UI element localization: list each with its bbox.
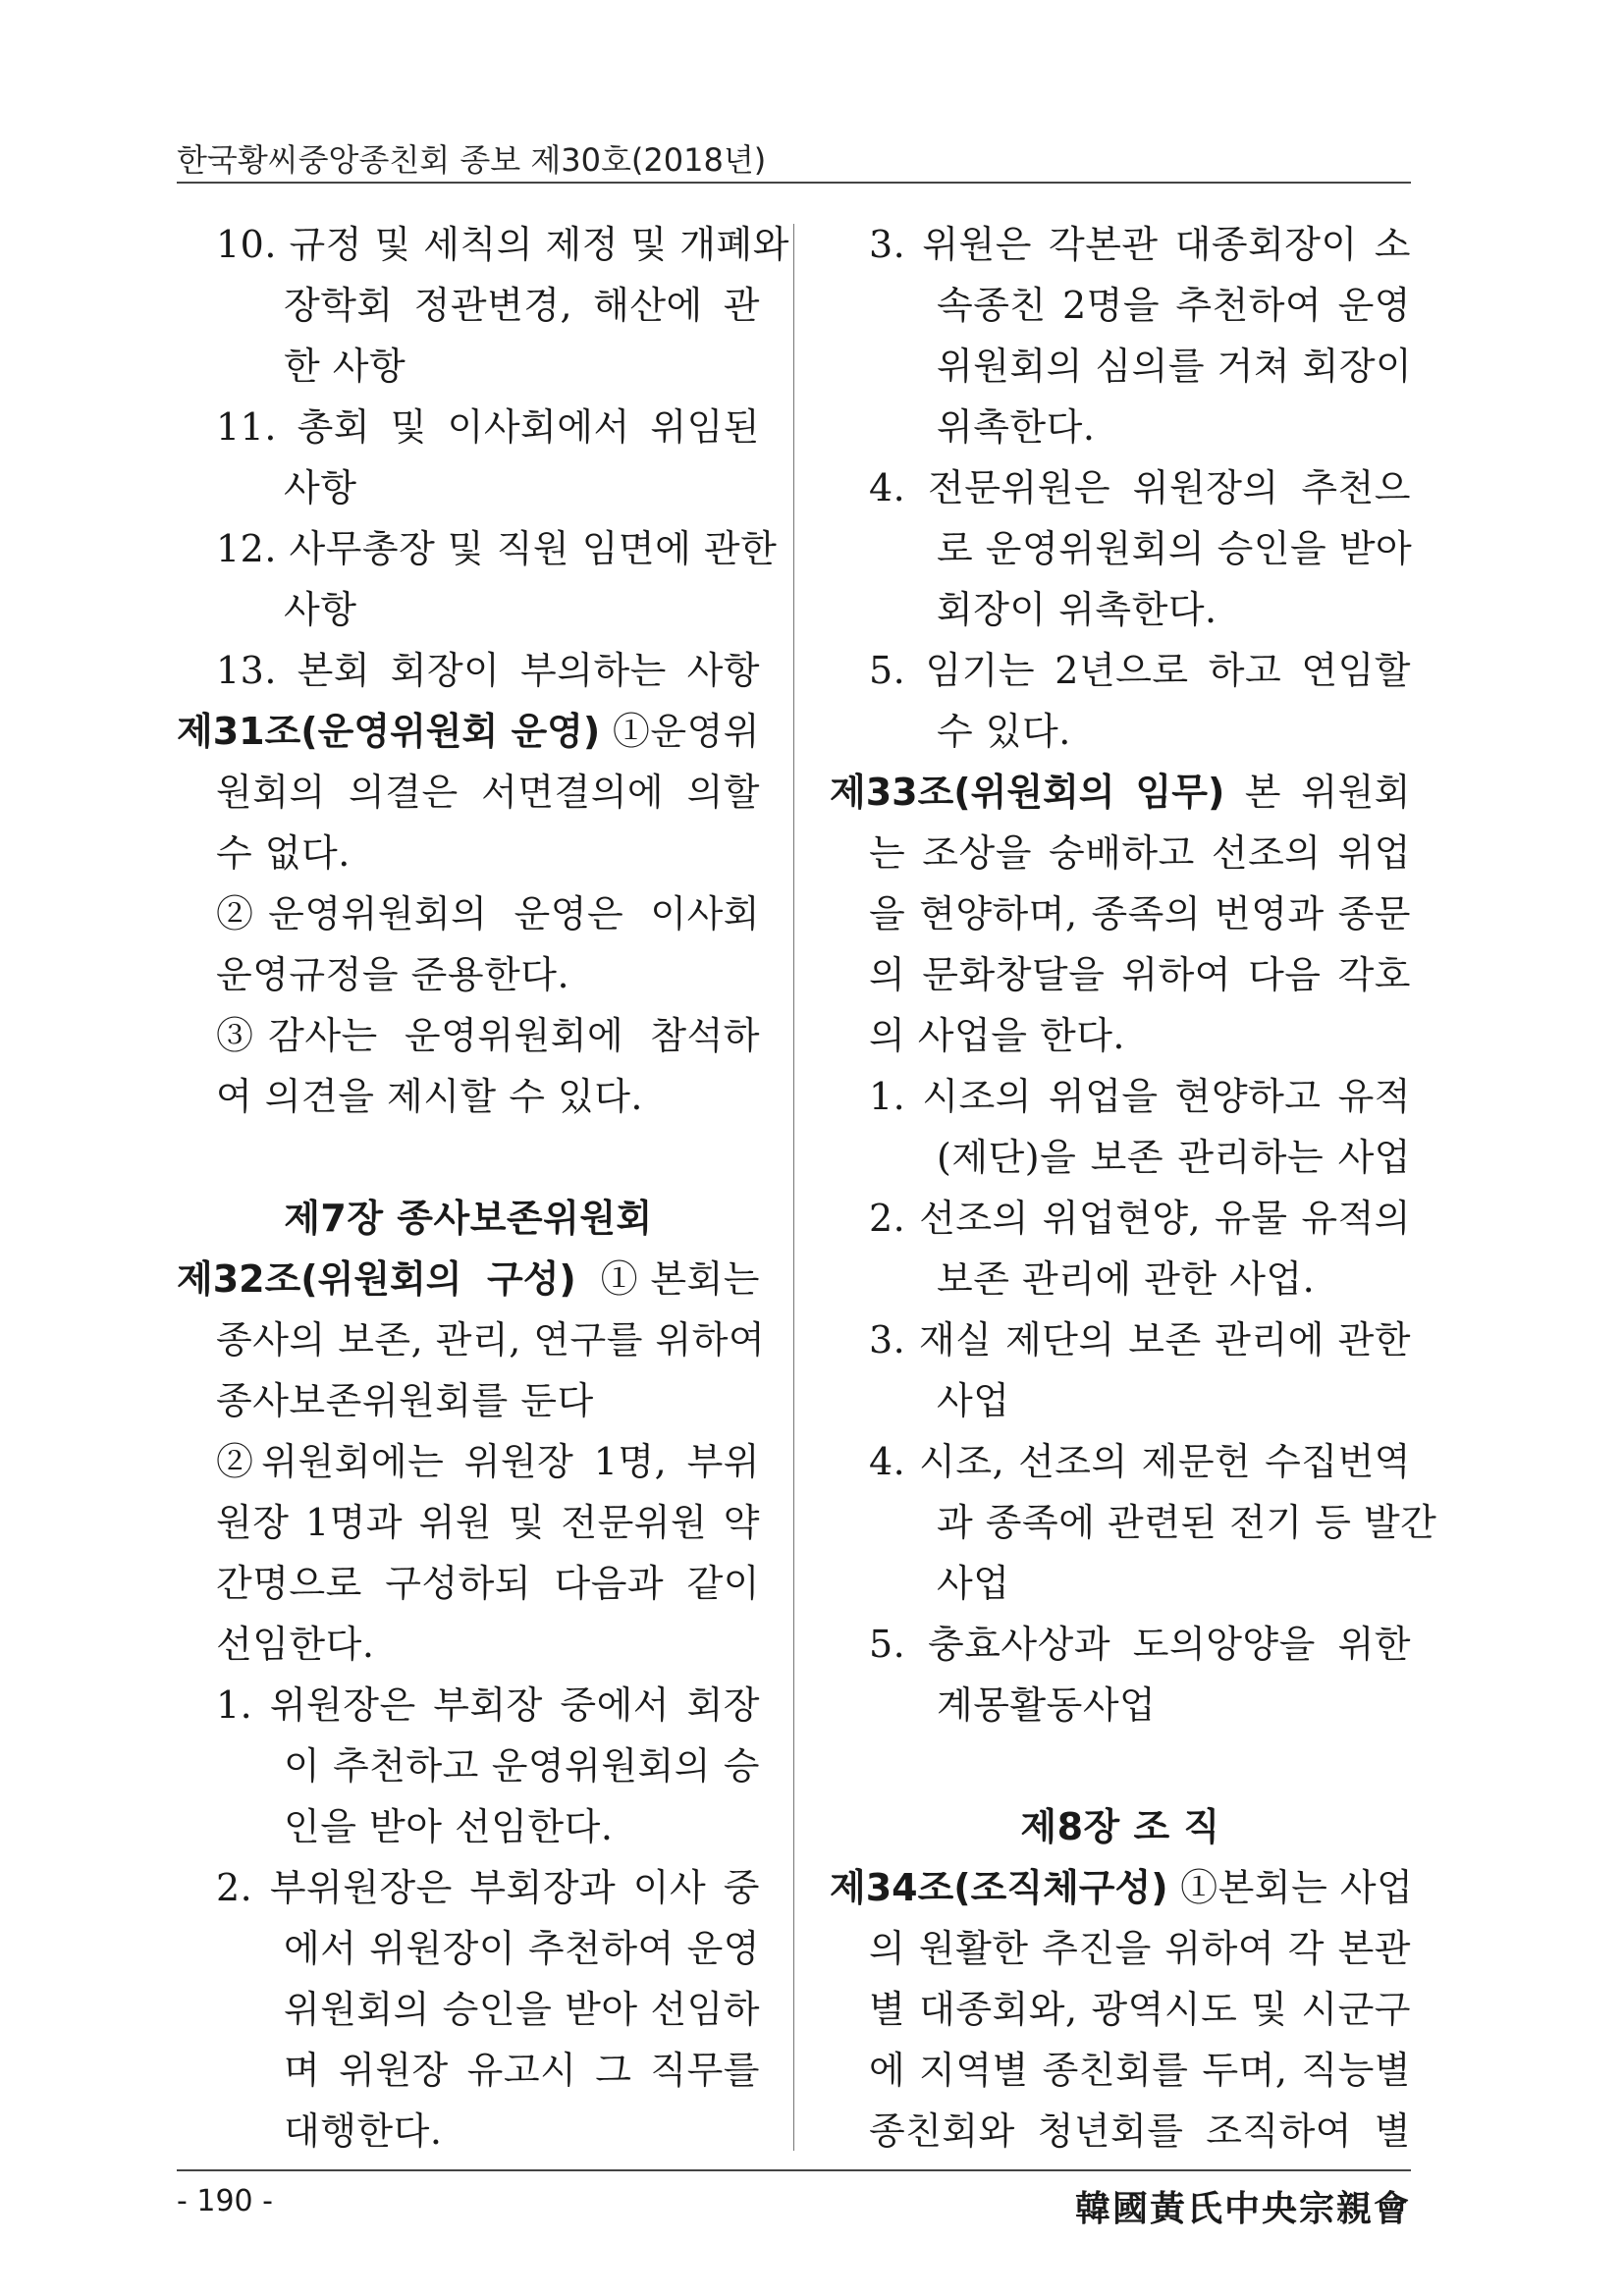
text-line xyxy=(177,1796,760,1857)
line-text: 속종친 2명을 추천하여 운영 xyxy=(937,284,1411,327)
text-line xyxy=(177,944,760,1005)
line-text: 대행한다. xyxy=(284,2109,443,2153)
line-text: 위원회의 승인을 받아 선임하 xyxy=(284,1988,760,2031)
line-text: 위촉한다. xyxy=(937,405,1096,449)
right-column xyxy=(830,214,1437,2162)
text-line xyxy=(830,823,1411,883)
text-line xyxy=(177,640,760,701)
line-text: 5. 임기는 2년으로 하고 연임할 xyxy=(869,649,1411,692)
line-text: 3. 위원은 각본관 대종회장이 소 xyxy=(869,223,1411,266)
text-line xyxy=(177,762,760,823)
line-text: 10. 규정 및 세칙의 제정 및 개폐와 xyxy=(216,223,789,266)
organization-name: 韓國黃氏中央宗親會 xyxy=(1074,2188,1411,2229)
line-text: 원장 1명과 위원 및 전문위원 약 xyxy=(216,1501,760,1544)
text-line xyxy=(177,2101,760,2162)
text-line xyxy=(177,1370,760,1431)
line-text: (제단)을 보존 관리하는 사업 xyxy=(937,1136,1411,1179)
text-line xyxy=(830,579,1411,640)
line-text: 제8장 조 직 xyxy=(1020,1805,1220,1848)
line-text: 과 종족에 관련된 전기 등 발간 xyxy=(937,1501,1437,1544)
line-text: 계몽활동사업 xyxy=(937,1683,1157,1727)
page-header: 한국황씨중앙종친회 종보 제30호(2018년) xyxy=(177,141,767,179)
text-line xyxy=(830,1066,1411,1127)
text-line xyxy=(177,579,760,640)
text-line xyxy=(177,1249,760,1309)
text-line xyxy=(830,1553,1411,1614)
text-line xyxy=(830,275,1411,336)
text-line xyxy=(177,1431,760,1492)
line-text: 장학회 정관변경, 해산에 관 xyxy=(284,284,760,327)
page-number: - 190 - xyxy=(177,2184,273,2218)
line-text: ②운영위원회의 운영은 이사회 xyxy=(216,892,760,935)
text-line xyxy=(177,1309,766,1370)
line-text: 사업 xyxy=(937,1379,1010,1422)
line-text: 로 운영위원회의 승인을 받아 xyxy=(937,527,1413,570)
line-text: 의 문화창달을 위하여 다음 각호 xyxy=(869,953,1411,996)
line-text: 에 지역별 종친회를 두며, 직능별 xyxy=(869,2049,1411,2092)
line-text: 는 조상을 숭배하고 선조의 위업 xyxy=(869,831,1411,875)
line-text: 종친회와 청년회를 조직하여 별 xyxy=(869,2109,1411,2153)
line-text: 수 있다. xyxy=(937,710,1071,753)
line-text: 종사보존위원회를 둔다 xyxy=(216,1379,594,1422)
line-text: 2. 선조의 위업현양, 유물 유적의 xyxy=(869,1197,1411,1240)
blank-line xyxy=(177,1127,760,1188)
line-text: 며 위원장 유고시 그 직무를 xyxy=(284,2049,760,2092)
line-text: 한 사항 xyxy=(284,345,406,388)
text-line xyxy=(830,214,1411,275)
text-line xyxy=(177,1857,760,1918)
text-line xyxy=(177,2040,760,2101)
line-text: ③감사는 운영위원회에 참석하 xyxy=(216,1014,760,1057)
text-line xyxy=(830,1492,1437,1553)
text-line xyxy=(177,397,760,457)
line-text: 제7장 종사보존위원회 xyxy=(284,1197,653,1240)
text-line xyxy=(177,1735,760,1796)
article-heading: 제32조(위원회의 구성) xyxy=(177,1257,576,1301)
line-text: 위원회의 심의를 거쳐 회장이 xyxy=(937,345,1413,388)
header-rule xyxy=(177,182,1411,184)
blank-line xyxy=(830,1735,1411,1796)
line-text: 4. 전문위원은 위원장의 추천으 xyxy=(869,466,1411,509)
line-text: 13. 본회 회장이 부의하는 사항 xyxy=(216,649,760,692)
article-heading: 제31조(운영위원회 운영) xyxy=(177,710,601,753)
text-line xyxy=(830,944,1411,1005)
line-text: 1. 위원장은 부회장 중에서 회장 xyxy=(216,1683,760,1727)
text-line xyxy=(830,1918,1411,1979)
text-line xyxy=(177,1066,760,1127)
line-text: 사항 xyxy=(284,466,357,509)
article-heading: 제33조(위원회의 임무) xyxy=(830,771,1225,814)
line-text: 11. 총회 및 이사회에서 위임된 xyxy=(216,405,760,449)
text-line xyxy=(177,457,760,518)
line-text: ②위원회에는 위원장 1명, 부위 xyxy=(216,1440,760,1483)
line-text: 선임한다. xyxy=(216,1623,375,1666)
line-text: 의 사업을 한다. xyxy=(869,1014,1125,1057)
text-line xyxy=(177,1675,760,1735)
line-text: 3. 재실 제단의 보존 관리에 관한 xyxy=(869,1318,1411,1362)
text-line xyxy=(177,1614,760,1675)
text-line xyxy=(830,2040,1411,2101)
column-divider xyxy=(793,224,794,2151)
text-line xyxy=(177,518,778,579)
line-text: 원회의 의결은 서면결의에 의할 xyxy=(216,771,760,814)
text-line xyxy=(177,823,760,883)
left-column xyxy=(177,214,789,2162)
text-line xyxy=(830,1005,1411,1066)
line-text: 수 없다. xyxy=(216,831,351,875)
text-line xyxy=(830,1431,1411,1492)
text-line xyxy=(830,518,1411,579)
text-line xyxy=(830,762,1411,823)
line-text: 사업 xyxy=(937,1562,1010,1605)
line-text: 4. 시조, 선조의 제문헌 수집번역 xyxy=(869,1440,1411,1483)
text-line xyxy=(830,640,1411,701)
text-line xyxy=(830,1614,1411,1675)
text-line xyxy=(830,701,1411,762)
line-text: 보존 관리에 관한 사업. xyxy=(937,1257,1316,1301)
text-line xyxy=(830,336,1411,397)
text-line xyxy=(177,1553,760,1614)
line-text: ①본회는 xyxy=(575,1257,760,1301)
text-line xyxy=(830,1675,1411,1735)
text-line xyxy=(177,1492,760,1553)
text-line xyxy=(177,336,760,397)
footer-rule xyxy=(177,2169,1411,2171)
text-line xyxy=(830,1309,1411,1370)
text-line xyxy=(177,1979,760,2040)
chapter-heading xyxy=(830,1796,1411,1857)
text-line xyxy=(177,1918,760,1979)
chapter-heading xyxy=(177,1188,760,1249)
line-text: 을 현양하며, 종족의 번영과 종문 xyxy=(869,892,1411,935)
line-text: 2. 부위원장은 부회장과 이사 중 xyxy=(216,1866,760,1909)
text-line xyxy=(830,457,1411,518)
line-text: 인을 받아 선임한다. xyxy=(284,1805,614,1848)
text-line xyxy=(830,1188,1411,1249)
line-text: 별 대종회와, 광역시도 및 시군구 xyxy=(869,1988,1411,2031)
text-line xyxy=(830,397,1411,457)
line-text: 여 의견을 제시할 수 있다. xyxy=(216,1075,643,1118)
text-line xyxy=(830,883,1411,944)
line-text: 본 위원회 xyxy=(1224,771,1411,814)
text-line xyxy=(830,2101,1411,2162)
line-text: 간명으로 구성하되 다음과 같이 xyxy=(216,1562,760,1605)
line-text: 12. 사무총장 및 직원 임면에 관한 xyxy=(216,527,778,570)
line-text: ①본회는 사업 xyxy=(1167,1866,1414,1909)
line-text: ①운영위 xyxy=(600,710,760,753)
text-line xyxy=(830,1857,1414,1918)
line-text: 운영규정을 준용한다. xyxy=(216,953,570,996)
text-line xyxy=(830,1127,1411,1188)
line-text: 회장이 위촉한다. xyxy=(937,588,1217,631)
article-heading: 제34조(조직체구성) xyxy=(830,1866,1168,1909)
line-text: 에서 위원장이 추천하여 운영 xyxy=(284,1927,760,1970)
text-line xyxy=(177,1005,760,1066)
text-line xyxy=(830,1249,1411,1309)
line-text: 종사의 보존, 관리, 연구를 위하여 xyxy=(216,1318,766,1362)
line-text: 사항 xyxy=(284,588,357,631)
text-line xyxy=(177,701,760,762)
line-text: 의 원활한 추진을 위하여 각 본관 xyxy=(869,1927,1411,1970)
line-text: 1. 시조의 위업을 현양하고 유적 xyxy=(869,1075,1411,1118)
text-line xyxy=(830,1979,1411,2040)
text-line xyxy=(177,214,789,275)
line-text: 5. 충효사상과 도의앙양을 위한 xyxy=(869,1623,1411,1666)
text-line xyxy=(177,883,760,944)
line-text: 이 추천하고 운영위원회의 승 xyxy=(284,1744,760,1788)
text-line xyxy=(830,1370,1411,1431)
text-line xyxy=(177,275,760,336)
